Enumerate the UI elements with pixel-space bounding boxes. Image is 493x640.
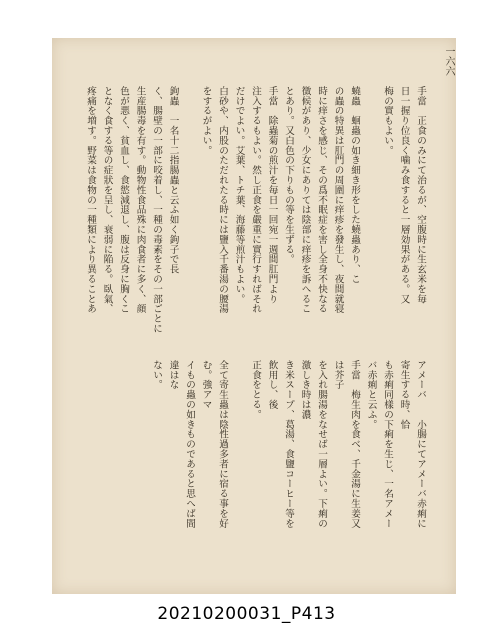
document-sheet (52, 38, 456, 594)
bottom-text-block: アメーバ 小腸にてアメーバ赤痢に寄生する時、恰 も赤痢同樣の下痢を生じ、一名アメーバ赤痢と云ふ。 手當 梅生肉を食べ、千金湯に生姜又は芥子 を入れ腸湯をなせば一層よい。下痢の激しき時は濃 き米スープ、葛湯、食鹽コーヒー等を飲用し、後 正食をとる。 全て寄生蟲は陰性過多者に宿る事を好む。強アマ イもの蟲の如きものであると思へば間違はな ない。 (151, 360, 426, 529)
top-text-block: 手當 正食のみにて治るが、空腹時に生玄米を毎 日一握り位良く噛み食すると一層効果がある。又 梅の實もよい。 蟯蟲 蛔蟲の如き細き形をした蟯蟲あり、こ の蟲の特異は肛門の周圍に痒疹を發生し、夜間就寝 時に痒さを感じ、その爲不眠症を害し全身不快なる 徴候があり、少女にありては陰部に痒疹を訴へるこ とあり。又白色の下りもの等を生ずる。 手當 除蟲菊の煎汁を毎日一回宛一週間肛門より 注入するもよい。然し正食を嚴重に實行すればそれ だけでよい。艾葉、トチ葉、海藤等煎汁もよい。 白砂や、内股のただれたる時には鹽入千番湯の腰湯 をするがよい。 鉤蟲 一名十二指腸蟲と云ふ如く鉤子で長 く、腸壁の一部に咬着し、一種の毒素をその一部ごとに 生産腸毒を有す。動物性食品殊に肉食者に多く、顔 色が悪く、貧血し、食慾減退し、腹は反身に胸くこ となく食する等の症狀を呈し、衰弱に陥る。臥氣、 疼痛を増す。野菜は食物の一種類により異ることあ (85, 86, 426, 334)
page-number: 一六六 (443, 46, 454, 76)
image-caption: 20210200031_P413 (157, 604, 336, 624)
